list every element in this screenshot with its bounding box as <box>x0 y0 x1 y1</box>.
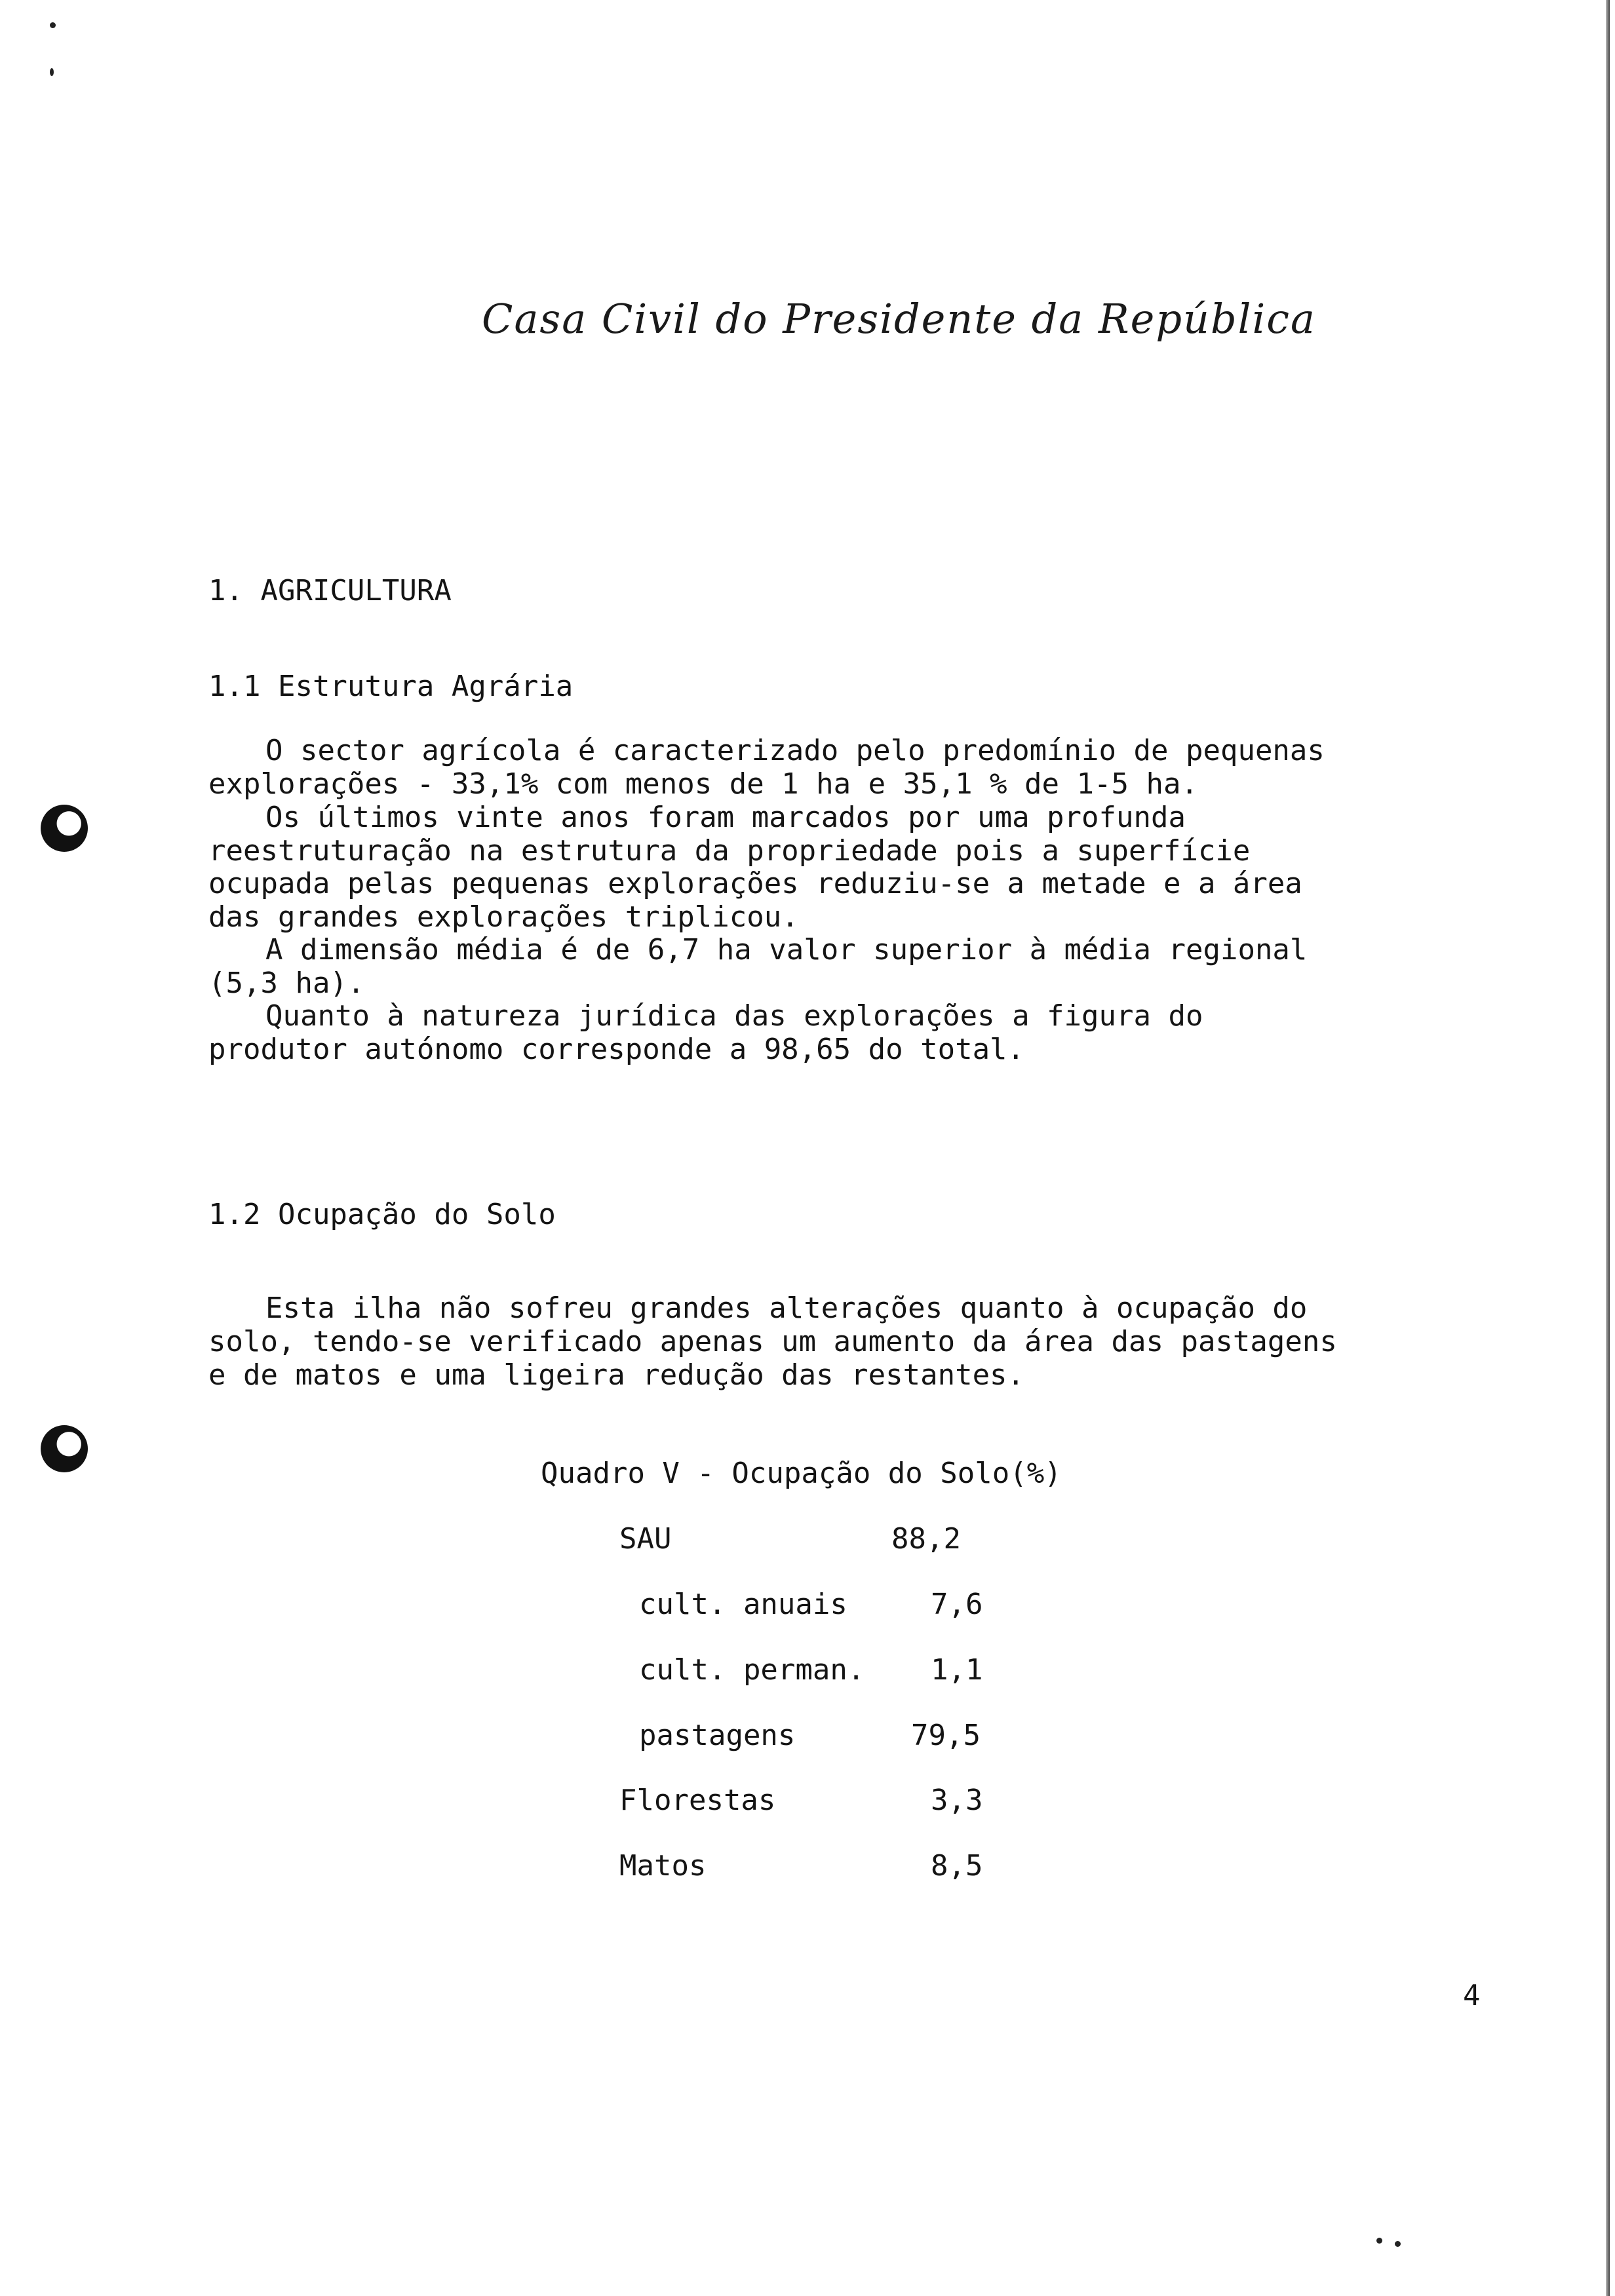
scan-speck <box>50 22 56 28</box>
scan-speck <box>1376 2238 1382 2244</box>
table-row-label: Matos <box>619 1849 707 1883</box>
paragraph-line: Quanto à natureza jurídica das explorações a figura do <box>265 999 1203 1033</box>
paragraph-line: ocupada pelas pequenas explorações reduziu-se a metade e a área <box>208 867 1302 900</box>
table-row-value: 1,1 <box>931 1653 983 1687</box>
punch-hole-mark <box>41 1425 88 1472</box>
page-number: 4 <box>1463 1979 1481 2012</box>
table-row-label: pastagens <box>639 1719 796 1752</box>
subsection-heading-ocupacao-do-solo: 1.2 Ocupação do Solo <box>208 1198 556 1231</box>
paragraph-line: solo, tendo-se verificado apenas um aumento da área das pastagens <box>208 1325 1337 1358</box>
paragraph-line: reestruturação na estrutura da propriedade pois a superfície <box>208 834 1251 868</box>
subsection-heading-estrutura-agraria: 1.1 Estrutura Agrária <box>208 670 574 703</box>
table-row-value: 3,3 <box>931 1784 983 1817</box>
table-row-label: Florestas <box>619 1784 776 1817</box>
section-heading-agricultura: 1. AGRICULTURA <box>208 574 452 607</box>
scan-speck <box>1395 2241 1401 2247</box>
table-row-value: 7,6 <box>931 1588 983 1621</box>
paragraph-line: Esta ilha não sofreu grandes alterações quanto à ocupação do <box>265 1292 1308 1325</box>
paragraph-line: das grandes explorações triplicou. <box>208 900 799 934</box>
punch-hole-mark <box>41 805 88 852</box>
paragraph-line: (5,3 ha). <box>208 966 365 1000</box>
page-edge-shadow <box>1606 0 1610 2296</box>
paragraph-line: explorações - 33,1% com menos de 1 ha e 35,1 % de 1-5 ha. <box>208 767 1198 801</box>
table-row-label: cult. perman. <box>639 1653 865 1687</box>
paragraph-line: O sector agrícola é caracterizado pelo predomínio de pequenas <box>265 734 1325 767</box>
table-row-value: 8,5 <box>931 1849 983 1883</box>
paragraph-line: A dimensão média é de 6,7 ha valor superior à média regional <box>265 933 1308 966</box>
paragraph-line: e de matos e uma ligeira redução das restantes. <box>208 1358 1025 1392</box>
letterhead: Casa Civil do Presidente da República <box>482 295 1316 343</box>
table-row-label: cult. anuais <box>639 1588 847 1621</box>
paragraph-line: Os últimos vinte anos foram marcados por uma profunda <box>265 801 1186 834</box>
table-caption: Quadro V - Ocupação do Solo(%) <box>541 1457 1062 1490</box>
table-row-value: 79,5 <box>911 1719 981 1752</box>
table-row-value: 88,2 <box>891 1522 961 1556</box>
table-row-label: SAU <box>619 1522 672 1556</box>
scan-speck <box>50 68 54 76</box>
paragraph-line: produtor autónomo corresponde a 98,65 do total. <box>208 1033 1025 1066</box>
